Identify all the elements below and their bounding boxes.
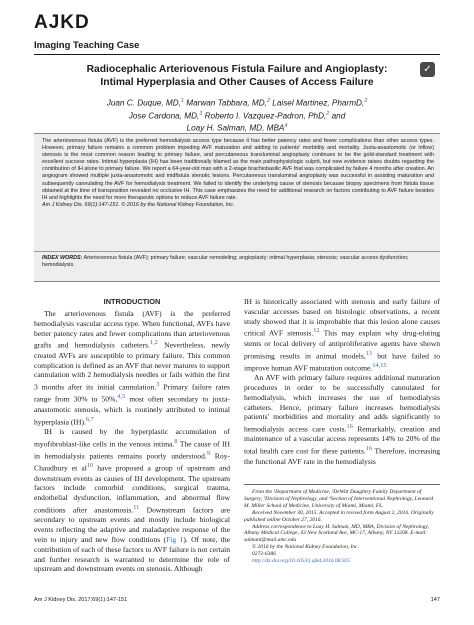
index-words-label: INDEX WORDS:: [42, 255, 83, 261]
page-number: 147: [430, 597, 440, 603]
citation-link[interactable]: 10: [86, 462, 94, 470]
citation-link[interactable]: 11: [133, 504, 140, 512]
citation-link[interactable]: 13: [365, 349, 373, 357]
body-column-left: [34, 309, 230, 574]
title-line-2: Intimal Hyperplasia and Other Causes of Access Failure: [100, 77, 374, 88]
author-name: Laisel Martinez, PharmD,: [270, 98, 365, 108]
author-conjunction: and: [329, 111, 346, 121]
author-list: [60, 96, 414, 134]
citation-link[interactable]: 12: [313, 327, 320, 335]
paragraph: An AVF with primary failure requires additional maturation procedures in order to be successfully cannulated for hemodialysis, which increases the use of hemodialysis catheters. Hence, primary failure increases hemodialysis patients' morbidities and mortality and adds significantly to hemodialysis access care costs.$^{16}$ Remarkably, creation and maintenance of a vascular access represents 14% to 20% of the total health care cost for these patients.$^{16}$ Therefore, increasing the functional AVF rate in the hemodialysis: [244, 373, 440, 466]
affiliation-ref[interactable]: 2: [364, 98, 368, 104]
footer-citation: Am J Kidney Dis. 2017;69(1):147-151: [34, 597, 128, 603]
affiliation-ref[interactable]: 3: [199, 110, 203, 117]
citation-link[interactable]: 4,5: [117, 393, 126, 401]
authors-line-1: [60, 96, 414, 109]
introduction-heading: INTRODUCTION: [103, 297, 161, 306]
affiliation-ref[interactable]: 2: [266, 98, 271, 104]
citation-link[interactable]: 8: [174, 437, 178, 445]
abstract-citation: Am J Kidney Dis. 69(1):147-151. © 2016 by the National Kidney Foundation, Inc.: [42, 201, 235, 208]
affiliation-ref[interactable]: 2: [326, 110, 330, 117]
received-note: Received November 30, 2015. Accepted in revised form August 2, 2016. Originally published online October 27, 2016.: [244, 509, 434, 523]
author-name: Jose Cardona, MD,: [128, 111, 200, 121]
affiliations-note: From the ¹Department of Medicine, ²DeWitt Daughtry Family Department of Surgery, ³Division of Nephrology, and ⁴Section of Interventional Nephrology, Leonard M. Miller School of Medicine, University of Miami, Miami, FL.: [244, 489, 434, 509]
article-footnote: [244, 489, 440, 565]
author-name: Roberto I. Vazquez-Padron, PhD,: [202, 111, 327, 121]
doi-link[interactable]: http://dx.doi.org/10.1053/j.ajkd.2016.08.025: [252, 558, 351, 565]
paragraph: IH is historically associated with stenosis and early failure of vascular accesses based on histologic observations, a recent study showed that it is improbable that this lesion alone causes critical AVF stenosis.$^{12}$ This may explain why drug-eluting stents or local delivery of antiproliferative agents have shown promising results in animal models,$^{13}$ but have failed to improve human AVF maturation outcome.$^{14,15}$: [244, 297, 440, 373]
citation-link[interactable]: 16: [346, 423, 353, 431]
body-column-right: [244, 297, 440, 466]
author-name: Marwan Tabbara, MD,: [183, 98, 267, 108]
citation-link[interactable]: 9: [206, 450, 211, 458]
citation-link[interactable]: 16: [365, 445, 373, 453]
figure-link[interactable]: Fig 1: [166, 534, 184, 544]
abstract-text: The arteriovenous fistula (AVF) is the preferred hemodialysis access type because it has better patency rates and fewer complications than other access types. However, primary failure remains a common problem impeding AVF maturation and adding to patients' morbidity and mortality. Juxta-anastomotic (or inflow) stenosis is the most common reason leading to primary failure, and percutaneous transluminal angioplasty continues to be the gold-standard treatment with excellent success rates. Intimal hyperplasia (IH) has been traditionally blamed as the main pathophysiologic culprit, but new evidence raises doubts regarding the contribution of IH alone to primary failure. We report a 64-year-old man with a 2-stage brachiobasilic AVF that was complicated by failure 4 months after creation. An angiogram showed multiple juxta-anastomotic and midfistula stenotic lesions. Percutaneous transluminal angioplasty was successful in assisting maturation and subsequently cannulating the AVF for hemodialysis treatment. We failed to identify the underlying cause of stenosis because biopsy specimens from fistula tissue obtained at the time of transposition revealed no occlusive IH. This case emphasizes the need for additional research on factors contributing to AVF failure besides IH and highlights the need for more therapeutic options to reduce AVF failure rate.: [42, 138, 434, 201]
citation-link[interactable]: 3: [156, 381, 160, 389]
correspondence-note: Address correspondence to Loay H. Salman, MD, MBA, Division of Nephrology, Albany Medical College, 43 New Scotland Ave, MC-17, Albany, NY 12208. E-mail: salmanl@mail.amc.edu: [244, 523, 430, 544]
article-title: [44, 63, 430, 89]
crossmark-icon[interactable]: ✓: [420, 62, 435, 77]
paragraph: IH is caused by the hyperplastic accumulation of myofibroblast-like cells in the venous intima.$^8$ The cause of IH in hemodialysis patients remains poorly understood.$^9$ Roy-Chaudhury et al$^{10}$ have proposed a group of upstream and downstream events as causes of IH development. The upstream factors include comorbid conditions, surgical trauma, endothelial dysfunction, inflammation, and abnormal flow conditions after anastomosis.$^{11}$ Downstream factors are secondary to upstream events and mostly include biological events reflecting the adaptive and maladaptive response of the vein to injury and new flow conditions (Fig 1). Of note, the contribution of each of these factors to AVF failure is not certain and further research is warranted to determine the role of upstream and downstream events on stenosis. Although: [34, 426, 230, 574]
index-words: [42, 255, 434, 269]
copyright-note: © 2016 by the National Kidney Foundation, Inc.: [252, 544, 359, 551]
abstract: [42, 138, 434, 209]
citation-link[interactable]: 1,2: [149, 339, 158, 347]
journal-logo: AJKD: [34, 12, 90, 33]
title-line-1: Radiocephalic Arteriovenous Fistula Failure and Angioplasty:: [86, 64, 388, 75]
footnote-rule: [244, 484, 440, 485]
header-rule: [34, 54, 440, 55]
issn-note: 0272-6386: [252, 551, 276, 558]
index-words-text: Arteriovenous fistula (AVF); primary failure; vascular remodeling; angioplasty; intimal hyperplasia; stenosis; vascular access dysfunction; hemodialysis.: [42, 255, 409, 269]
authors-line-2: [60, 109, 414, 122]
paragraph: The arteriovenous fistula (AVF) is the preferred hemodialysis vascular access type. When functional, AVFs have better patency rates and fewer complications than arteriovenous grafts and hemodialysis catheters.$^{1,2}$ Nevertheless, newly created AVFs are susceptible to primary failure. This common complication is defined as an AVF that never matures to support cannulation with 2 hemodialysis needles or fails within the first 3 months after its initial cannulation.$^3$ Primary failure rates range from 30% to 50%,$^{4,5}$ most often secondary to juxta-anastomotic stenosis, which is routinely attributed to intimal hyperplasia (IH).$^{6,7}$: [34, 309, 230, 427]
author-name: Loay H. Salman, MD, MBA: [186, 124, 285, 134]
citation-link[interactable]: 6,7: [85, 415, 94, 423]
affiliation-ref[interactable]: 4: [284, 123, 288, 130]
article-section-label: Imaging Teaching Case: [34, 40, 140, 51]
affiliation-ref[interactable]: 1: [180, 98, 184, 104]
author-name: Juan C. Duque, MD,: [106, 98, 181, 108]
keywords-rule: [34, 251, 440, 252]
citation-link[interactable]: 14,15: [372, 361, 387, 369]
